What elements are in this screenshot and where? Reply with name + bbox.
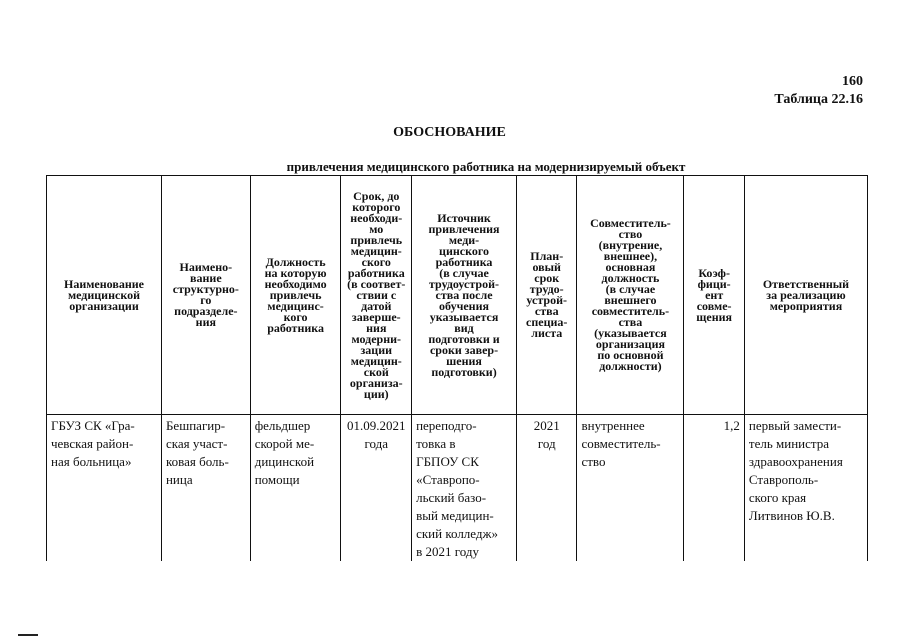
cell-source: переподго- товка в ГБПОУ СК «Ставропо- льский базо- вый медицин- ский колледж» в 2021 году — [412, 415, 517, 562]
document-subtitle: привлечения медицинского работника на модернизируемый объект — [286, 159, 686, 174]
cell-department: Бешпагир- ская участ- ковая боль- ница — [161, 415, 250, 562]
cell-deadline: 01.09.2021 года — [341, 415, 412, 562]
header-position: Должность на которую необходимо привлечь медицинс- кого работника — [250, 176, 341, 415]
cell-coefficient: 1,2 — [684, 415, 745, 562]
header-combination: Совместитель- ство (внутрение, внешнее), основная должность (в случае внешнего совместитель- ства (указывается организация по основной должности) — [577, 176, 684, 415]
document-title: ОБОСНОВАНИЕ — [393, 125, 506, 140]
cell-position: фельдшер скорой ме- дицинской помощи — [250, 415, 341, 562]
header-organization: Наименование медицинской организации — [47, 176, 162, 415]
cell-organization: ГБУЗ СК «Гра- чевская район- ная больница» — [47, 415, 162, 562]
table-header-row — [47, 176, 868, 415]
cell-responsible: первый замести- тель министра здравоохранения Ставрополь- ского края Литвинов Ю.В. — [744, 415, 867, 562]
header-responsible: Ответственный за реализацию мероприятия — [744, 176, 867, 415]
scan-corner-mark — [18, 634, 38, 636]
table-label: Таблица 22.16 — [774, 92, 863, 107]
justification-table — [46, 175, 868, 561]
cell-combination: внутреннее совместитель- ство — [577, 415, 684, 562]
cell-planned-date: 2021 год — [516, 415, 577, 562]
header-deadline: Срок, до которого необходи- мо привлечь медицин- ского работника (в соответ- ствии с датой заверше- ния модерни- зации медицин- ской организа- ции) — [341, 176, 412, 415]
table-row — [47, 415, 868, 562]
header-planned-date: План- овый срок трудо- устрой- ства специа- листа — [516, 176, 577, 415]
header-coefficient: Коэф- фици- ент совме- щения — [684, 176, 745, 415]
header-source: Источник привлечения меди- цинского работника (в случае трудоустрой- ства после обучения указывается вид подготовки и сроки завер- шения подготовки) — [412, 176, 517, 415]
header-department: Наимено- вание структурно- го подразделе- ния — [161, 176, 250, 415]
page-number: 160 — [842, 74, 863, 89]
